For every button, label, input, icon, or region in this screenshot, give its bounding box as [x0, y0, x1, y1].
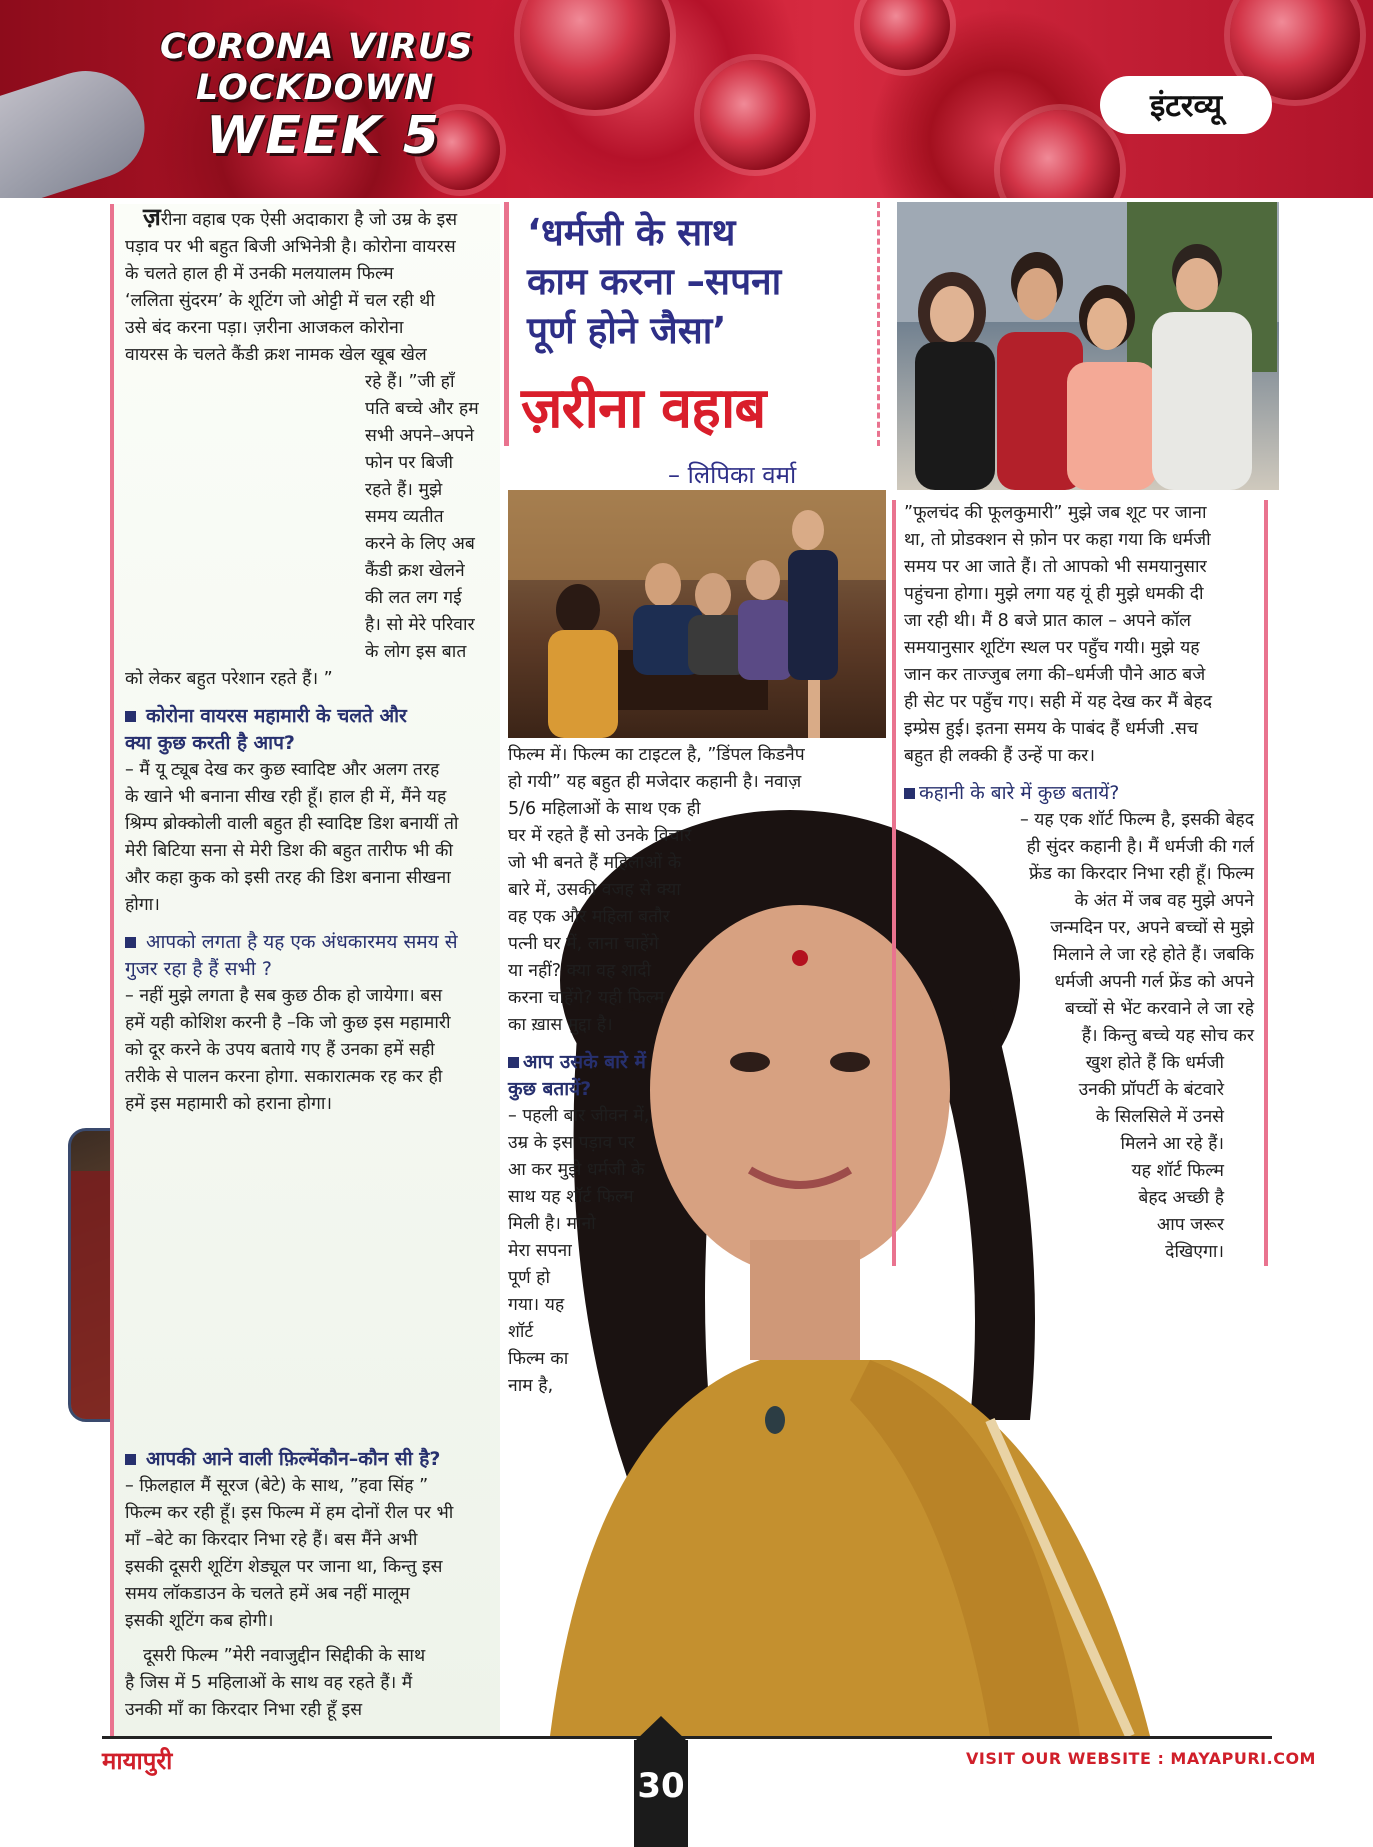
face-mask-graphic — [0, 56, 158, 198]
birthday-scene-illustration — [508, 490, 886, 738]
text-line: शॉर्ट — [508, 1322, 534, 1342]
text-line: पत्नी घर में, लाना चाहेंगे — [508, 934, 659, 954]
text-line: मेरी बिटिया सना से मेरी डिश की बहुत तारीफ भी की — [125, 841, 453, 861]
question-heading — [508, 1049, 868, 1103]
text-line: इसकी शूटिंग कब होगी। — [125, 1611, 274, 1631]
text-line: कैंडी क्रश खेलने — [365, 561, 465, 581]
banner-title — [160, 27, 474, 166]
text-line: हैं। किन्तु बच्चे यह सोच कर — [1081, 1026, 1254, 1046]
question-text: कुछ बतायें? — [508, 1078, 592, 1100]
intro-line: के चलते हाल ही में उनकी मलयालम फिल्म — [125, 264, 394, 284]
intro-paragraph — [125, 204, 500, 369]
banner-title-line: LOCKDOWN — [196, 68, 435, 108]
question-text: आप उसके बारे में — [523, 1051, 646, 1073]
text-line: बेहद अच्छी है — [1138, 1188, 1224, 1208]
square-bullet-icon — [125, 937, 136, 948]
headline-name: ज़रीना वहाब — [521, 376, 766, 441]
text-line: बच्चों से भेंट करवाने ले जा रहे — [1065, 999, 1254, 1019]
beside-photo-text — [365, 369, 500, 666]
virus-decoration — [1000, 110, 1120, 198]
headline-quote — [527, 208, 781, 355]
text-line: वह एक और महिला बतौर — [508, 907, 670, 927]
square-bullet-icon — [125, 1454, 136, 1465]
text-line: का ख़ास मुद्दा है। — [508, 1015, 613, 1035]
intro-line: पड़ाव पर भी बहुत बिजी अभिनेत्री है। कोरोना वायरस — [125, 237, 456, 257]
family-photo — [897, 202, 1279, 490]
text-line: पहुंचना होगा। मुझे लगा यह यूं ही मुझे धमकी दी — [904, 584, 1204, 604]
answer-paragraph — [125, 757, 500, 919]
square-bullet-icon — [508, 1057, 519, 1068]
text-line: रहे हैं। ”जी हाँ — [365, 372, 455, 392]
text-line: करने के लिए अब — [365, 534, 475, 554]
text-line: हमें यही कोशिश करनी है –कि जो कुछ इस महामारी — [125, 1013, 451, 1033]
question-heading — [125, 1446, 500, 1473]
headline-quote-line: काम करना –सपना — [527, 260, 782, 303]
intro-line: उसे बंद करना पड़ा। ज़रीना आजकल कोरोना — [125, 318, 404, 338]
text-line: – पहली बार जीवन में, — [508, 1106, 650, 1126]
text-line: – नहीं मुझे लगता है सब कुछ ठीक हो जायेगा। बस — [125, 986, 443, 1006]
text-line: समय व्यतीत — [365, 507, 444, 527]
headline-quote-line: पूर्ण होने जैसा’ — [527, 309, 727, 352]
text-line: गया। यह — [508, 1295, 565, 1315]
question-text: कहानी के बारे में कुछ बतायें? — [919, 782, 1120, 804]
column-3 — [892, 500, 1268, 1266]
text-line: के सिलसिले में उनसे — [1095, 1107, 1224, 1127]
virus-decoration — [520, 0, 670, 110]
footer-logo: मायापुरी — [102, 1747, 173, 1775]
question-text: आपकी आने वाली फ़िल्मेंकौन–कौन सी है? — [146, 1448, 441, 1470]
answer-paragraph — [125, 983, 500, 1118]
answer-paragraph — [508, 1103, 868, 1400]
text-line: दूसरी फिल्म ”मेरी नवाजुद्दीन सिद्दीकी के साथ — [143, 1646, 426, 1666]
question-text: गुजर रहा है हैं सभी ? — [125, 958, 272, 980]
text-line: है जिस में 5 महिलाओं के साथ वह रहते हैं। मैं — [125, 1673, 413, 1693]
text-line: ही सेट पर पहुँच गए। सही में यह देख कर मैं बेहद — [904, 692, 1213, 712]
text-line: – फ़िलहाल मैं सूरज (बेटे) के साथ, ”हवा सिंह ” — [125, 1476, 429, 1496]
text-line: समयानुसार शूटिंग स्थल पर पहुँच गयी। मुझे यह — [904, 638, 1200, 658]
text-line: को लेकर बहुत परेशान रहते हैं। ” — [125, 669, 333, 689]
text-line: उम्र के इस पड़ाव पर — [508, 1133, 635, 1153]
text-line: श्रिम्प ब्रोक्कोली वाली बहुत ही स्वादिष्ट डिश बनायीं तो — [125, 814, 459, 834]
headline-quote-line: ‘धर्मजी के साथ — [527, 211, 736, 254]
text-line: होगा। — [125, 895, 160, 915]
text-line: आ कर मुझे धर्मजी के — [508, 1160, 645, 1180]
question-text: कोरोना वायरस महामारी के चलते और — [146, 705, 407, 727]
text-line: हो गयी” यह बहुत ही मजेदार कहानी है। नवाज़ — [508, 772, 802, 792]
text-line: पति बच्चे और हम — [365, 399, 479, 419]
text-line: करना चाहेंगे? यही फिल्म — [508, 988, 665, 1008]
text-line: फिल्म का — [508, 1349, 569, 1369]
text-line: मिली है। मानो — [508, 1214, 596, 1234]
text-line: है। सो मेरे परिवार — [365, 615, 475, 635]
birthday-scene-photo — [508, 490, 886, 738]
text-line: बारे में, उसकी वजह से क्या — [508, 880, 681, 900]
section-badge: इंटरव्यू — [1100, 76, 1272, 134]
text-line: की लत लग गई — [365, 588, 462, 608]
column-1 — [110, 204, 500, 1738]
text-line: साथ यह शॉर्ट फिल्म — [508, 1187, 634, 1207]
text-line: मिलने आ रहे हैं। — [1120, 1134, 1224, 1154]
text-line: नाम है, — [508, 1376, 554, 1396]
question-text: आपको लगता है यह एक अंधकारमय समय से — [146, 931, 458, 953]
text-line: ही सुंदर कहानी है। मैं धर्मजी की गर्ल — [1026, 837, 1254, 857]
text-line: समय लॉकडाउन के चलते हमें अब नहीं मालूम — [125, 1584, 410, 1604]
text-line: फिल्म कर रही हूँ। इस फिल्म में हम दोनों रील पर भी — [125, 1503, 454, 1523]
text-line: रहते हैं। मुझे — [365, 480, 443, 500]
text-line: बहुत ही लक्की हैं उन्हें पा कर। — [904, 746, 1095, 766]
virus-decoration — [700, 60, 810, 170]
text-line: उनकी माँ का किरदार निभा रही हूँ इस — [125, 1700, 363, 1720]
question-heading — [904, 780, 1254, 807]
text-line: फोन पर बिजी — [365, 453, 454, 473]
text-line: या नहीं? क्या वह शादी — [508, 961, 652, 981]
text-line: मिलाने ले जा रहे होते हैं। जबकि — [1053, 945, 1254, 965]
text-line: जा रही थी। मैं 8 बजे प्रात काल – अपने कॉल — [904, 611, 1191, 631]
text-line: जन्मदिन पर, अपने बच्चों से मुझे — [1050, 918, 1254, 938]
text-line: के अंत में जब वह मुझे अपने — [1074, 891, 1254, 911]
text-line: धर्मजी अपनी गर्ल फ्रेंड को अपने — [1054, 972, 1254, 992]
square-bullet-icon — [125, 711, 136, 722]
text-line: तरीके से पालन करना होगा. सकारात्मक रह कर ही — [125, 1067, 443, 1087]
text-line: जान कर ताज्जुब लगा की–धर्मजी पौने आठ बजे — [904, 665, 1206, 685]
text-line: सभी अपने–अपने — [365, 426, 475, 446]
answer-paragraph — [125, 1643, 500, 1724]
text-line: – यह एक शॉर्ट फिल्म है, इसकी बेहद — [1019, 810, 1254, 830]
answer-paragraph — [125, 1473, 500, 1635]
drop-cap: ज़ — [143, 203, 161, 231]
text-line: और कहा कुक को इसी तरह की डिश बनाना सीखना — [125, 868, 451, 888]
text-line: के लोग इस बात — [365, 642, 467, 662]
question-heading — [125, 703, 500, 757]
intro-line: वायरस के चलते कैंडी क्रश नामक खेल खूब खेल — [125, 345, 427, 365]
text-line: हमें इस महामारी को हराना होगा। — [125, 1094, 333, 1114]
text-line: आप जरूर — [1156, 1215, 1224, 1235]
answer-paragraph — [904, 807, 1254, 1266]
banner-title-week: WEEK 5 — [206, 106, 441, 166]
question-heading — [125, 929, 500, 983]
family-photo-illustration — [897, 202, 1279, 490]
virus-decoration — [860, 0, 950, 70]
text-line: 5/6 महिलाओं के साथ एक ही — [508, 799, 701, 819]
banner — [0, 0, 1373, 198]
text-line: उनकी प्रॉपर्टी के बंटवारे — [1078, 1080, 1224, 1100]
page-number: 30 — [637, 1766, 685, 1806]
text-line: माँ –बेटे का किरदार निभा रहे हैं। बस मैंने अभी — [125, 1530, 418, 1550]
text-line: को दूर करने के उपय बताये गए हैं उनका हमें सही — [125, 1040, 435, 1060]
square-bullet-icon — [904, 788, 915, 799]
text-line: – मैं यू ट्यूब देख कर कुछ स्वादिष्ट और अलग तरह — [125, 760, 440, 780]
text-line: इम्प्रेस हुई। इतना समय के पाबंद हैं धर्मजी .सच — [904, 719, 1198, 739]
footer-website-link[interactable]: VISIT OUR WEBSITE : MAYAPURI.COM — [966, 1749, 1316, 1768]
text-line: फ्रेंड का किरदार निभा रही हूँ। फिल्म — [1028, 864, 1254, 884]
text-line: के खाने भी बनाना सीख रही हूँ। हाल ही में, मैंने यह — [125, 787, 447, 807]
text-line: देखिएगा। — [1165, 1242, 1224, 1262]
page-tab-tip — [634, 1716, 688, 1742]
text-line: इसकी दूसरी शूटिंग शेड्यूल पर जाना था, किन्तु इस — [125, 1557, 443, 1577]
text-line: फिल्म में। फिल्म का टाइटल है, ”डिंपल किडनैप — [508, 745, 805, 765]
text-line: था, तो प्रोडक्शन से फ़ोन पर कहा गया कि धर्मजी — [904, 530, 1211, 550]
text-line: मेरा सपना — [508, 1241, 572, 1261]
text-line: ”फूलचंद की फूलकुमारी” मुझे जब शूट पर जाना — [904, 503, 1207, 523]
banner-title-line: CORONA VIRUS — [160, 27, 474, 67]
intro-line: ‘ललिता सुंदरम’ के शूटिंग जो ओट्टी में चल रही थी — [125, 291, 435, 311]
question-text: क्या कुछ करती है आप? — [125, 732, 295, 754]
intro-line: रीना वहाब एक ऐसी अदाकारा है जो उम्र के इस — [160, 210, 458, 230]
text-line: खुश होते हैं कि धर्मजी — [1085, 1053, 1224, 1073]
text-line: जो भी बनते हैं महिलाओं के — [508, 853, 682, 873]
text-line: समय पर आ जाते हैं। तो आपको भी समयानुसार — [904, 557, 1207, 577]
column-2 — [508, 742, 868, 1400]
headline-box — [504, 202, 880, 446]
byline: – लिपिका वर्मा — [668, 461, 797, 489]
text-line: घर में रहते हैं सो उनके विचार — [508, 826, 692, 846]
text-line: यह शॉर्ट फिल्म — [1131, 1161, 1224, 1181]
photo-spacer — [125, 1118, 500, 1436]
text-line: पूर्ण हो — [508, 1268, 550, 1288]
